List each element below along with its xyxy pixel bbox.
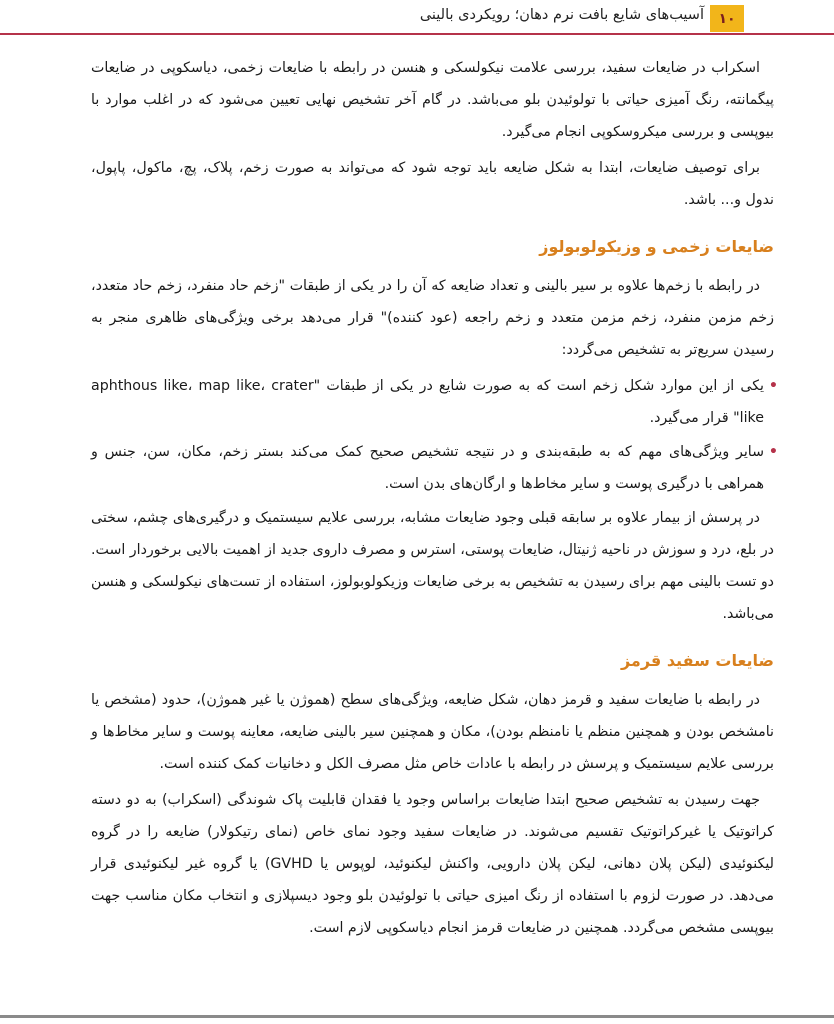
bullet-item-shape: • یکی از این موارد شکل زخم است که به صورت شایع در یکی از طبقات "aphthous like، map like، crater like" قرار می‌گیرد.	[91, 370, 774, 434]
paragraph-ulcer-intro: در رابطه با زخم‌ها علاوه بر سیر بالینی و تعداد ضایعه که آن را در یکی از طبقات "زخم حاد منفرد، زخم حاد متعدد، زخم مزمن منفرد، زخم مزمن متعدد و زخم راجعه (عود کننده)" قرار می‌دهد برخی ویژگی‌های ظاهری منجر به رسیدن سریع‌تر به تشخیص می‌گردد:	[91, 278, 774, 358]
paragraph-white-red-1: در رابطه با ضایعات سفید و قرمز دهان، شکل ضایعه، ویژگی‌های سطح (هموژن یا غیر هموژن)، حدود (مشخص یا نامشخص بودن و همچنین منظم یا نامنظم بودن)، مکان و همچنین سیر بالینی ضایعه، معاینه پوست و سایر مخاط‌ها و بررسی علایم سیستمیک و پرسش در رابطه با عادات خاص مثل مصرف الکل و دخانیات کمک کننده است.	[91, 692, 774, 772]
section-heading-white-red: ضایعات سفید قرمز	[620, 651, 774, 670]
running-header	[0, 0, 834, 36]
page-body	[91, 52, 774, 944]
bullet-item-features: • سایر ویژگی‌های مهم که به طبقه‌بندی و در نتیجه تشخیص صحیح کمک می‌کند بستر زخم، مکان، سن، جنس و همراهی با درگیری پوست و سایر مخاط‌ها و ارگان‌های بدن است.	[91, 436, 774, 500]
paragraph-white-red-2: جهت رسیدن به تشخیص صحیح ابتدا ضایعات براساس وجود یا فقدان قابلیت پاک شوندگی (اسکراب) به دو دسته کراتوتیک یا غیرکراتوتیک تقسیم می‌شوند. در ضایعات سفید وجود نمای خاص (نمای رتیکولار) ضایعه را در گروه لیکنوئیدی (لیکن پلان دهانی، لیکن پلان دارویی، واکنش لیکنوئید، لوپوس یا GVHD) یا گروه غیر لیکنوئیدی قرار می‌دهد. در صورت لزوم با استفاده از رنگ امیزی حیاتی با تولوئیدن بلو وجود دیسپلازی و انتخاب مکان مناسب جهت بیوپسی مشخص می‌گردد. همچنین در ضایعات قرمز انجام دیاسکوپی لازم است.	[91, 792, 774, 936]
paragraph-intro-1: اسکراب در ضایعات سفید، بررسی علامت نیکولسکی و هنسن در رابطه با ضایعات زخمی، دیاسکوپی در ضایعات پیگمانته، رنگ آمیزی حیاتی با تولوئیدن بلو می‌باشد. در گام آخر تشخیص نهایی تعیین می‌شود که در اغلب موارد با بیوپسی و بررسی میکروسکوپی انجام می‌گیرد.	[91, 60, 774, 140]
bullet-list	[91, 370, 774, 500]
running-header-title: آسیب‌های شایع بافت نرم دهان؛ رویکردی بالینی	[419, 7, 704, 23]
paragraph-intro-2: برای توصیف ضایعات، ابتدا به شکل ضایعه باید توجه شود که می‌تواند به صورت زخم، پلاک، پچ، ماکول، پاپول، ندول و... باشد.	[91, 160, 774, 208]
footer-divider	[0, 1015, 834, 1018]
paragraph-ulcer-history: در پرسش از بیمار علاوه بر سابقه قبلی وجود ضایعات مشابه، بررسی علایم سیستمیک و درگیری‌های چشم، سختی در بلع، درد و سوزش در ناحیه ژنیتال، ضایعات پوستی، استرس و مصرف داروی جدید از اهمیت بالایی برخوردار است. دو تست بالینی مهم برای رسیدن به تشخیص به برخی ضایعات وزیکولوبولوز، استفاده از تست‌های نیکولسکی و هنسن می‌باشد.	[91, 510, 774, 622]
section-heading-ulcerative: ضایعات زخمی و وزیکولوبولوز	[539, 237, 774, 256]
page-number-badge: ۱۰	[710, 5, 744, 32]
header-divider	[0, 33, 834, 35]
